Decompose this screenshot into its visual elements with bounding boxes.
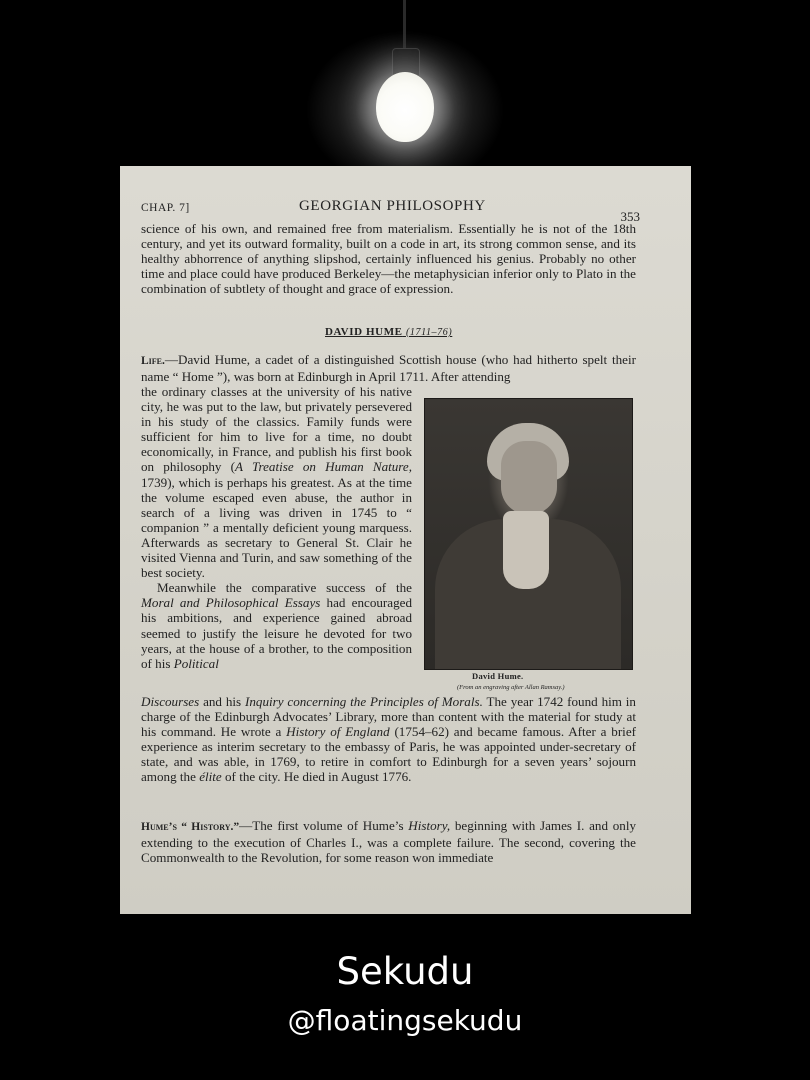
life-full-text-2: and his (199, 694, 245, 709)
life-full-text-4: (1754–62) and became famous. After a brief experience as interim secretary to the embassy of Paris, he was appointed under-secretary of state, and was able, in 1769, to retire in comfort to Edinburgh for a seven years’ sojourn among the (141, 724, 636, 785)
portrait-credit: (From an engraving after Allan Ramsay.) (457, 684, 565, 691)
life-intro (141, 352, 636, 384)
discourses-title: Discourses (141, 694, 200, 709)
life-label: Life. (141, 355, 165, 367)
elite-word: élite (199, 769, 222, 785)
life-col-text-2: 1739), which is perhaps his greatest. As at the time the volume escaped even abuse, the author in search of a living was driven in 1745 to “ companion ” a mentally deficient young marquess. Afterwards as secretary to General St. Clair he visited Vienna and Turin, and saw something of the best society. (141, 474, 412, 581)
political-title: Political (173, 655, 219, 671)
portrait-image (424, 398, 633, 670)
life-col-text-4: had encouraged his ambitions, and experience gained abroad seemed to justify the leisure he devoted for two years, at the house of a brother, to the composition of his (141, 595, 413, 671)
portrait-cravat (503, 511, 549, 589)
life-full-text-3: The year 1742 found him in charge of the Edinburgh Advocates’ Library, more than content with the material for study at his command. He wrote a (141, 694, 636, 740)
lamp-cord (403, 0, 406, 50)
chapter-label: CHAP. 7] (141, 202, 190, 214)
section-heading-name: DAVID HUME (325, 326, 403, 338)
life-full-text-5: of the city. He died in August 1776. (221, 769, 412, 785)
text-column (141, 384, 412, 671)
section-heading-dates: (1711–76) (405, 327, 453, 338)
page-number: 353 (620, 209, 640, 224)
history-of-england-title: History of England (286, 724, 390, 740)
history-paragraph (141, 818, 636, 865)
portrait-face (501, 441, 557, 515)
history-label: Hume’s “ History.” (141, 821, 240, 833)
creator-name: Sekudu (336, 950, 474, 993)
life-column-paragraph (141, 384, 412, 580)
life-col-text-1: the ordinary classes at the university of his native city, he was put to the law, but privately persevered in his study of the classics. Family funds were sufficient for him to live for a time, no doubt economically, in France, and publish his first book on philosophy ( (141, 384, 412, 475)
portrait-caption: David Hume. (472, 671, 524, 681)
running-title: GEORGIAN PHILOSOPHY (299, 198, 486, 214)
paragraph-top: science of his own, and remained free from materialism. Essentially he is not of the 18th century, and yet its outward formality, built on a code in art, its strong common sense, and its healthy abhorrence of anything slipshod, certainly influenced his genius. Probably no other time and place could have produced Berkeley—the metaphysician inferior only to Plato in the combination of subtlety of thought and grace of expression. (141, 221, 636, 297)
creator-handle: @floatingsekudu (287, 1004, 523, 1037)
life-col-text-3: Meanwhile the comparative success of the (157, 580, 412, 596)
life-full-paragraph (141, 694, 636, 785)
inquiry-title: Inquiry concerning the Principles of Morals. (244, 694, 483, 709)
history-word: History, (408, 818, 451, 833)
light-bulb-icon (376, 72, 434, 142)
page-header (141, 198, 640, 224)
history-text-1: —The first volume of Hume’s (239, 818, 409, 833)
life-intro-text: —David Hume, a cadet of a distinguished Scottish house (who had hitherto spelt their name “ Home ”), was born at Edinburgh in April 1711. After attending (141, 352, 636, 385)
history-text-2: beginning with James I. and only extending to the execution of Charles I., was a complete failure. The second, covering the Commonwealth to the Revolution, for some reason won immediate (141, 818, 636, 866)
essays-title: Moral and Philosophical Essays (141, 595, 321, 611)
treatise-title: A Treatise on Human Nature, (235, 459, 413, 475)
book-page (120, 166, 691, 914)
meanwhile-paragraph (141, 580, 412, 671)
section-heading (325, 326, 452, 338)
